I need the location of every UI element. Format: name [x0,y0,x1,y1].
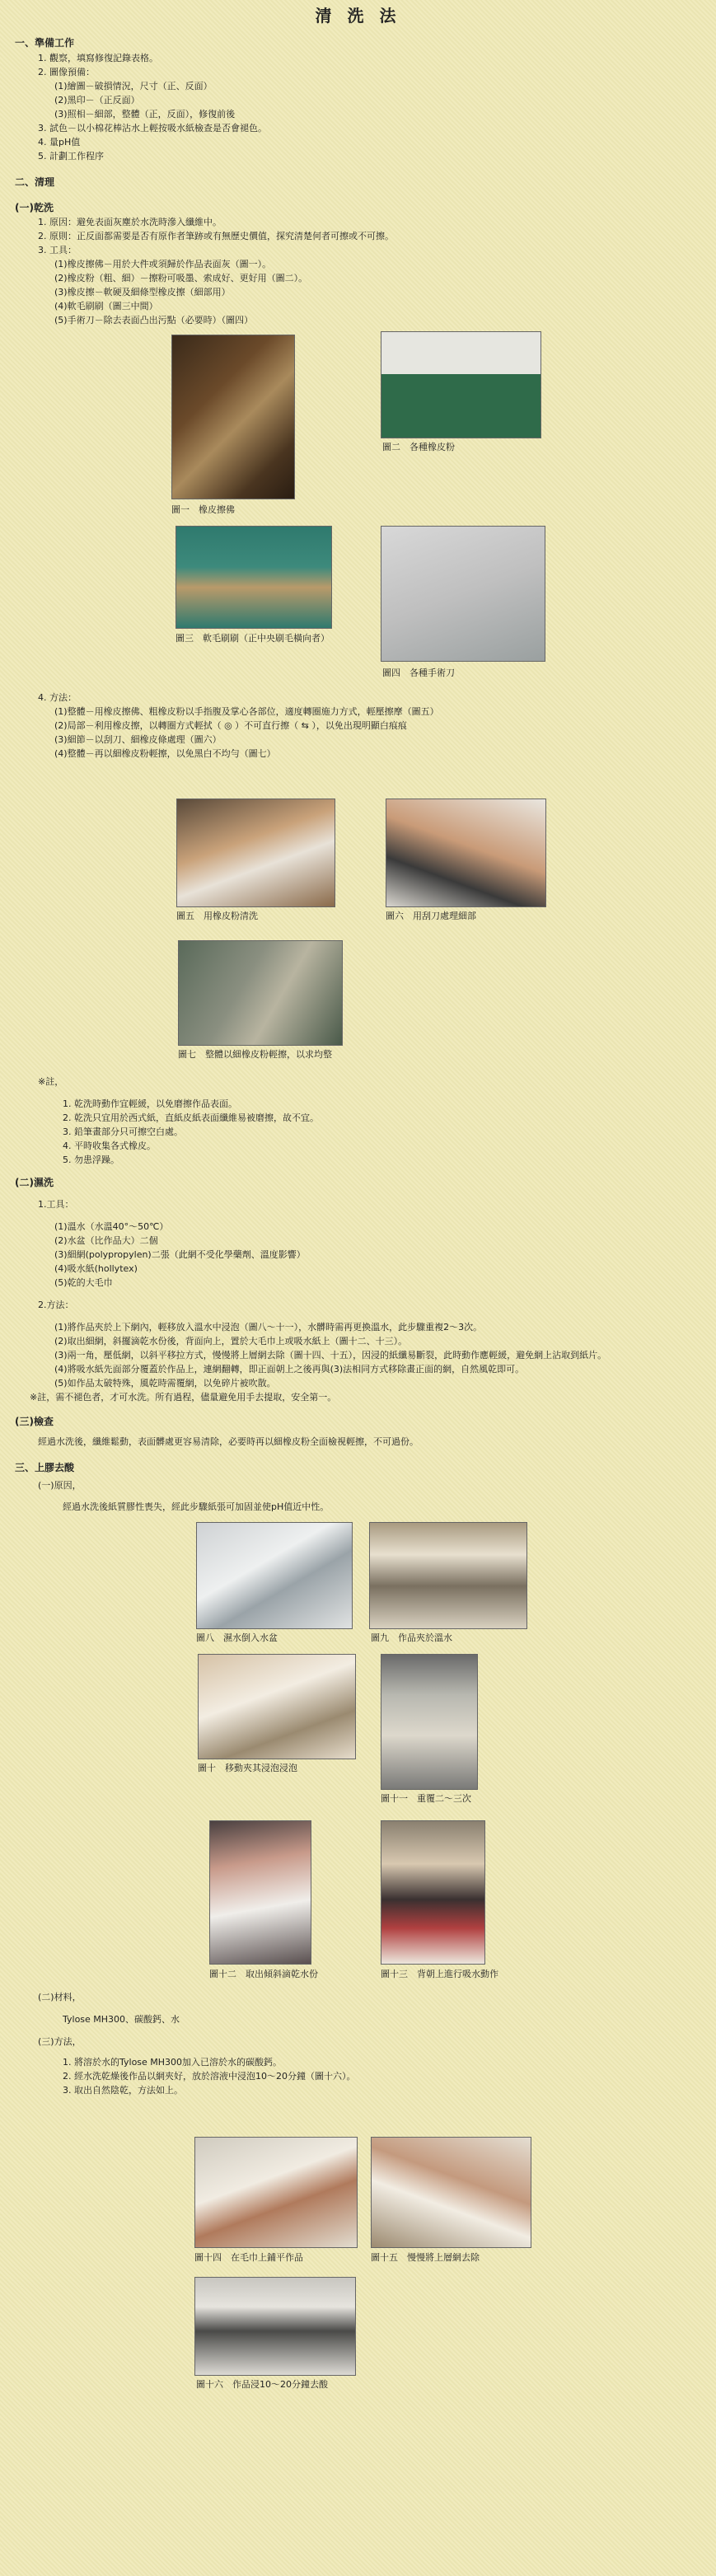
list-item: (1)整體－用橡皮擦佛、粗橡皮粉以手指腹及掌心各部位，適度轉圈施力方式，輕壓擦摩（圖五） [54,705,439,717]
list-item: 5. 計劃工作程序 [38,150,104,162]
figure-15-caption: 圖十五 慢慢將上層網去除 [371,2251,480,2263]
list-item: (3)細節－以刮刀、細橡皮條處理（圖六） [54,733,222,745]
list-item: 2. 乾洗只宜用於西式紙，直紙皮紙表面纖維易被磨擦，故不宜。 [63,1112,319,1123]
list-item: (2)黑印－（正反面） [54,94,140,105]
section-preparation-heading: 一、準備工作 [15,37,75,49]
figure-13-photo [381,1820,485,1965]
material-label: (二)材料， [38,1991,82,2002]
figure-1-photo [171,335,295,499]
wet-tools-label: 1.工具： [38,1198,74,1210]
list-item: 2. 原則：正反面都需要是否有原作者筆跡或有無歷史價值，探究清楚何者可擦或不可擦。 [38,231,394,242]
figure-13-caption: 圖十三 背朝上進行吸水動作 [381,1968,498,1979]
list-item: (1)將作品夾於上下網內，輕移放入溫水中浸泡（圖八～十一），水髒時需再更換溫水，此步驟重複2～3次。 [54,1321,483,1332]
figure-12-photo [209,1820,311,1965]
figure-6-photo [386,799,546,907]
list-item: (3)兩一角，壓低網，以斜平移拉方式，慢慢將上層網去除（圖十四、十五），因浸的紙纖易斷裂，此時動作應輕緩，避免網上沾取到紙片。 [54,1350,607,1361]
list-item: (3)橡皮擦－軟硬及細條型橡皮擦（細部用） [54,287,231,298]
section-cleaning-heading: 二、清理 [15,176,55,188]
list-item: (3)照相－細部，整體（正，反面），修復前後 [54,108,236,119]
inspection-text: 經過水洗後，纖維鬆動，表面髒處更容易清除，必要時再以細橡皮粉全面檢視輕擦，不可過份。 [38,1436,419,1447]
figure-7-photo [178,940,343,1046]
list-item: 1. 原因：避免表面灰塵於水洗時滲入纖維中。 [38,217,222,228]
reason-label: (一)原因， [38,1480,82,1492]
list-item: (4)吸水紙(hollytex) [54,1262,138,1274]
figure-6-caption: 圖六 用刮刀處理細部 [386,910,476,921]
list-item: (5)手術刀－除去表面凸出污點（必要時）（圖四） [54,315,254,326]
subsection-wet-cleaning-heading: (二)濕洗 [15,1177,54,1189]
figures-sizing [15,2097,701,2394]
list-item: (4)將吸水紙先面部分覆蓋於作品上，連網翻轉，即正面朝上之後再與(3)法相同方式移除畫正面的網，自然風乾即可。 [54,1364,525,1375]
list-item: (2)取出細網，斜擺滴乾水份後，背面向上，置於大毛巾上或吸水紙上（圖十二、十三）。 [54,1336,408,1347]
list-item: 3. 工具： [38,245,77,256]
figure-4-caption: 圖四 各種手術刀 [382,667,455,678]
list-item: (4)軟毛刷刷（圖三中間） [54,301,158,312]
figure-2-caption: 圖二 各種橡皮粉 [382,441,455,452]
list-item: 1. 乾洗時動作宜輕緩，以免磨擦作品表面。 [63,1098,237,1109]
list-item: 5. 勿患浮躁。 [63,1155,119,1165]
figures-dry-method [15,761,701,1070]
list-item: (1)橡皮擦佛－用於大件或須歸於作品表面灰（圖一）。 [54,259,272,270]
page-title: 清 洗 法 [315,6,401,26]
figure-2-photo [381,331,541,438]
wet-method-label: 2.方法： [38,1299,74,1310]
figure-1-caption: 圖一 橡皮擦佛 [171,503,235,515]
list-item: (2)局部－利用橡皮擦，以轉圈方式輕拭（ ◎ ）不可直行擦（ ⇆ ），以免出現明顯白痕痕 [54,719,407,731]
figures-dry-tools [15,328,701,691]
list-item: (5)如作品太破特殊，風乾時需覆網，以免碎片被吹散。 [54,1378,276,1389]
list-item: 1. 將溶於水的Tylose MH300加入已溶於水的碳酸鈣。 [63,2056,283,2068]
figure-3-caption: 圖三 軟毛刷刷（正中央刷毛橫向者） [175,632,330,644]
figure-11-caption: 圖十一 重覆二～三次 [381,1792,471,1804]
list-item: 4. 方法： [38,691,77,703]
figure-16-photo [194,2277,356,2376]
list-item: (5)乾的大毛巾 [54,1276,113,1288]
figure-9-photo [369,1522,527,1629]
figure-8-photo [196,1522,353,1629]
list-item: (1)溫水（水溫40°～50℃） [54,1220,169,1232]
list-item: 3. 取出自然陰乾，方法如上。 [63,2084,183,2096]
section-sizing-heading: 三、上膠去酸 [15,1461,75,1473]
figure-11-photo [381,1654,478,1790]
figure-14-photo [194,2137,358,2248]
list-item: 4. 量pH值 [38,136,81,148]
list-item: (2)橡皮粉（粗、細）－擦粉可吸墨、索成好、更好用（圖二）。 [54,273,308,284]
list-item: 1. 觀察，填寫修復記錄表格。 [38,52,158,63]
figure-5-caption: 圖五 用橡皮粉清洗 [176,910,258,921]
figures-wet-cleaning [15,1514,701,1979]
list-item: (4)整體－再以細橡皮粉輕擦，以免黑白不均勻（圖七） [54,747,276,759]
list-item: (1)繪圖－破損情況，尺寸（正、反面） [54,80,213,91]
figure-10-caption: 圖十 移動夾其浸泡浸泡 [198,1762,297,1773]
wet-note: ※註，需不褪色者，才可水洗。所有過程，儘量避免用手去提取，安全第一。 [30,1392,337,1403]
list-item: 2. 經水洗乾燥後作品以網夾好，放於溶液中浸泡10～20分鐘（圖十六）。 [63,2070,356,2082]
figure-8-caption: 圖八 濕水倒入水盆 [196,1632,278,1643]
figure-7-caption: 圖七 整體以細橡皮粉輕擦，以求均整 [178,1048,332,1060]
figure-9-caption: 圖九 作品夾於溫水 [371,1632,452,1643]
subsection-dry-cleaning-heading: (一)乾洗 [15,201,54,213]
figure-15-photo [371,2137,531,2248]
list-item: (2)水盆（比作品大）二個 [54,1234,158,1246]
reason-text: 經過水洗後紙質膠性喪失，經此步驟紙張可加固並使pH值近中性。 [63,1501,330,1512]
figure-14-caption: 圖十四 在毛巾上鋪平作品 [194,2251,303,2263]
figure-5-photo [176,799,335,907]
figure-12-caption: 圖十二 取出傾斜滴乾水份 [209,1968,318,1979]
figure-4-photo [381,526,545,662]
list-item: (3)細網(polypropylen)二張（此網不受化學藥劑、溫度影響） [54,1248,306,1260]
figure-10-photo [198,1654,356,1759]
sizing-method-label: (三)方法， [38,2035,82,2047]
subsection-inspection-heading: (三)檢查 [15,1416,54,1428]
figure-16-caption: 圖十六 作品浸10～20分鐘去酸 [196,2378,328,2390]
list-item: 2. 圖像預備： [38,66,95,77]
figure-3-photo [175,526,332,629]
note-label: ※註， [38,1075,64,1087]
list-item: 3. 試色－以小棉花棒沾水上輕按吸水紙檢查是否會褪色。 [38,122,267,133]
material-text: Tylose MH300、碳酸鈣、水 [63,2013,180,2025]
list-item: 4. 平時收集各式橡皮。 [63,1140,156,1151]
list-item: 3. 鉛筆畫部分只可擦空白處。 [63,1126,183,1137]
